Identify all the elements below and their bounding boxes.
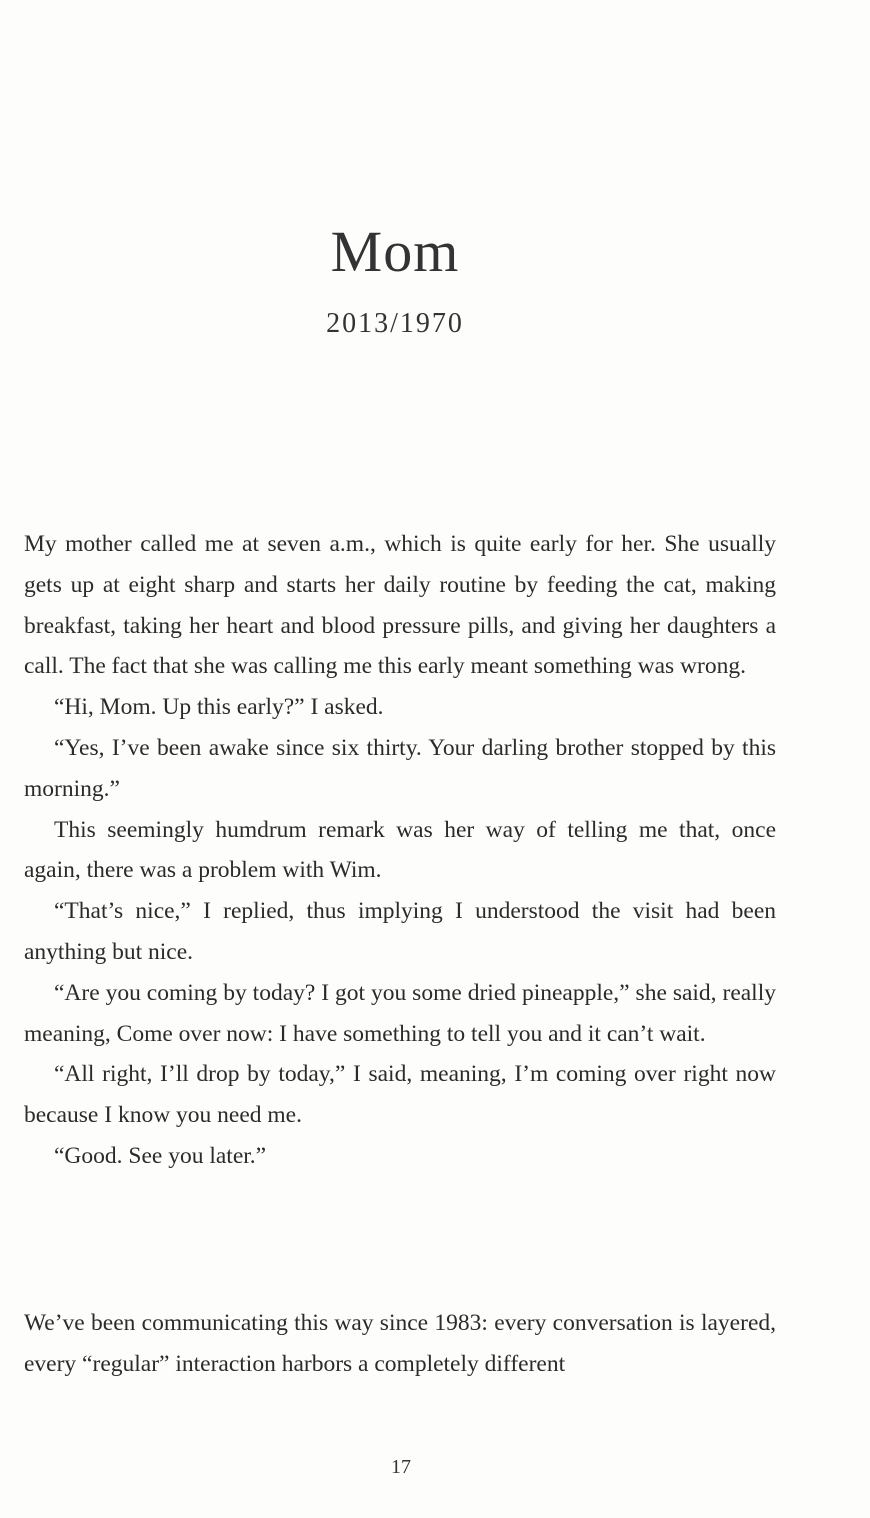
body-text-section-1 (24, 524, 776, 1177)
body-text-section-2 (24, 1303, 776, 1385)
paragraph: “Yes, I’ve been awake since six thirty. Your darling brother stopped by this morning.” (24, 734, 776, 802)
paragraph: “Hi, Mom. Up this early?” I asked. (54, 694, 384, 721)
page-number: 17 (391, 1456, 411, 1478)
chapter-title: Mom (330, 219, 460, 284)
paragraph: This seemingly humdrum remark was her way of telling me that, once again, there was a problem with Wim. (24, 816, 776, 884)
paragraph: My mother called me at seven a.m., which is quite early for her. She usually gets up at eight sharp and starts her daily routine by feeding the cat, making breakfast, taking her heart and blood pressure pills, and giving her daughters a call. The fact that she was calling me this early meant something was wrong. (24, 531, 776, 680)
paragraph: “Are you coming by today? I got you some dried pineapple,” she said, really meaning, Come over now: I have something to tell you and it can’t wait. (24, 979, 776, 1047)
paragraph: “That’s nice,” I replied, thus implying I understood the visit had been anything but nice. (24, 898, 776, 965)
chapter-dates: 2013/1970 (326, 308, 464, 339)
paragraph: “Good. See you later.” (54, 1142, 267, 1169)
paragraph: “All right, I’ll drop by today,” I said, meaning, I’m coming over right now because I know you need me. (24, 1061, 776, 1129)
paragraph: We’ve been communicating this way since 1983: every conversation is layered, every “regular” interaction harbors a completely different (24, 1310, 776, 1377)
